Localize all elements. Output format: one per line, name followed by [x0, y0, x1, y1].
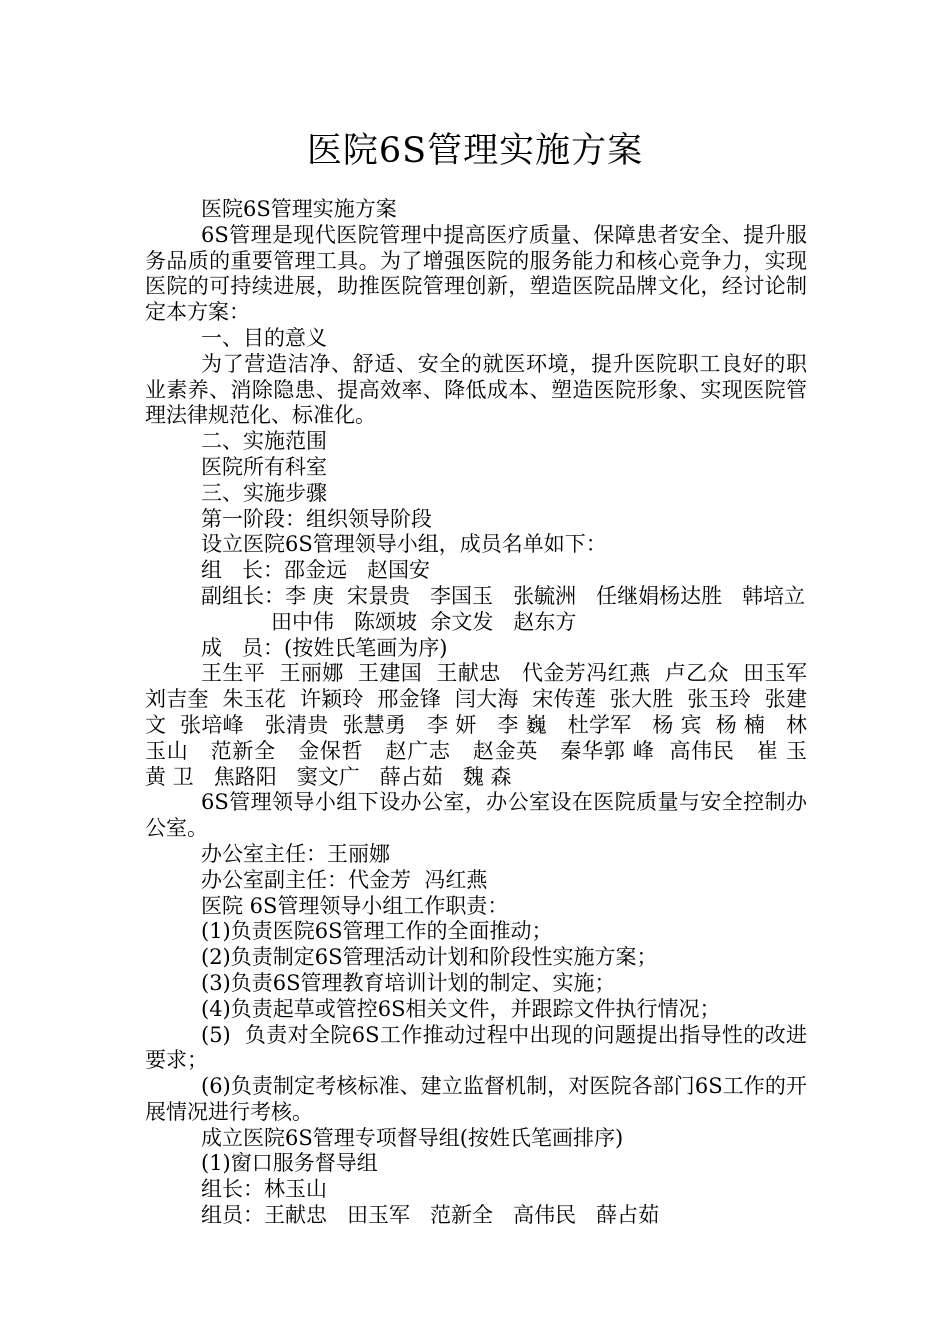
- paragraph-phase-one: 第一阶段：组织领导阶段: [201, 506, 432, 531]
- paragraph-office: 6S管理领导小组下设办公室，办公室设在医院质量与安全控制办公室。: [145, 790, 807, 841]
- paragraph-deputy-leaders: 副组长：李 庚 宋景贵 李国玉 张毓洲 任继娟杨达胜 韩培立: [201, 583, 806, 608]
- duty-item-3: (3)负责6S管理教育培训计划的制定、实施；: [201, 970, 616, 995]
- paragraph-subtitle: 医院6S管理实施方案: [201, 197, 397, 221]
- duty-item-2: (2)负责制定6S管理活动计划和阶段性实施方案；: [201, 945, 658, 970]
- paragraph-office-director: 办公室主任：王丽娜: [201, 841, 390, 866]
- document-body: [145, 197, 828, 1229]
- paragraph-scope: 医院所有科室: [201, 454, 327, 479]
- duty-item-1: (1)负责医院6S管理工作的全面推动；: [201, 919, 553, 944]
- paragraph-deputy-leaders-cont: 田中伟 陈颂坡 余文发 赵东方: [271, 609, 577, 634]
- paragraph-window-service-group: (1)窗口服务督导组: [201, 1151, 378, 1176]
- heading-steps: 三、实施步骤: [201, 480, 327, 505]
- paragraph-members-list: 王生平 王丽娜 王建国 王献忠 代金芳冯红燕 卢乙众 田玉军 刘吉奎 朱玉花 许颖玲 邢金锋 闫大海 宋传莲 张大胜 张玉玲 张建文 张培峰 张清贵 张慧勇 李 妍 李 巍 杜学军 杨 宾 杨 楠 林玉山 范新全 金保哲 赵广志 赵金英 秦华郭 峰 高伟民 崔 玉 黄 卫 焦路阳 窦文广 薛占茹 魏 森: [145, 661, 828, 789]
- heading-purpose: 一、目的意义: [201, 325, 327, 350]
- paragraph-supervision-groups: 成立医院6S管理专项督导组(按姓氏笔画排序): [201, 1125, 624, 1150]
- paragraph-intro: 6S管理是现代医院管理中提高医疗质量、保障患者安全、提升服务品质的重要管理工具。为了增强医院的服务能力和核心竞争力，实现医院的可持续进展，助推医院管理创新，塑造医院品牌文化，经讨论制定本方案：: [145, 222, 807, 325]
- paragraph-office-deputy: 办公室副主任：代金芳 冯红燕: [201, 867, 488, 892]
- duty-item-6: (6)负责制定考核标准、建立监督机制，对医院各部门6S工作的开展情况进行考核。: [145, 1074, 807, 1124]
- paragraph-purpose: 为了营造洁净、舒适、安全的就医环境，提升医院职工良好的职业素养、消除隐患、提高效率、降低成本、塑造医院形象、实现医院管理法律规范化、标准化。: [145, 351, 807, 428]
- paragraph-window-group-leader: 组长：林玉山: [201, 1177, 327, 1202]
- paragraph-window-group-members: 组员：王献忠 田玉军 范新全 高伟民 薛占茹: [201, 1203, 660, 1228]
- document-title: 医院6S管理实施方案: [306, 131, 644, 171]
- paragraph-members-label: 成 员：(按姓氏笔画为序): [201, 635, 448, 660]
- duty-item-4: (4)负责起草或管控6S相关文件，并跟踪文件执行情况；: [201, 996, 721, 1021]
- heading-scope: 二、实施范围: [201, 429, 327, 454]
- paragraph-leading-group: 设立医院6S管理领导小组，成员名单如下：: [201, 532, 607, 557]
- paragraph-group-leaders: 组 长：邵金远 赵国安: [201, 558, 431, 583]
- paragraph-duties-heading: 医院 6S管理领导小组工作职责：: [201, 893, 509, 918]
- duty-item-5: (5) 负责对全院6S工作推动过程中出现的问题提出指导性的改进要求；: [145, 1022, 807, 1073]
